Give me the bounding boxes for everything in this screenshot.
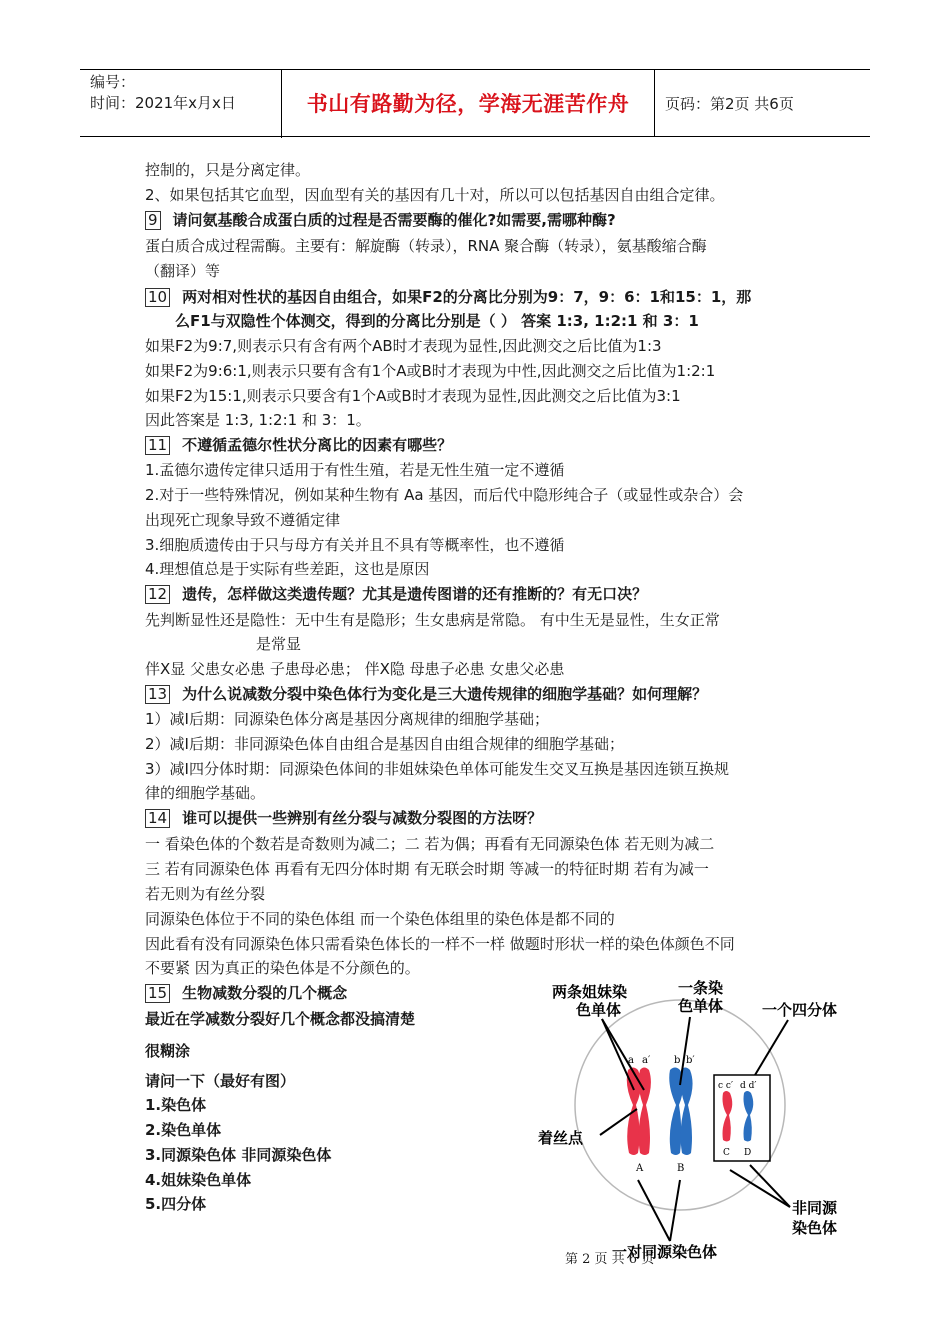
question-text: 生物减数分裂的几个概念 (182, 984, 348, 1002)
label-tetrad: 一个四分体 (762, 1001, 838, 1019)
question-number: 14 (145, 809, 170, 828)
gene-b-prime: b′ (686, 1055, 695, 1066)
page-header (80, 69, 870, 137)
gene-a: a (628, 1055, 634, 1066)
body-line: 因此答案是 1:3, 1:2:1 和 3：1。 (145, 411, 371, 429)
body-line: 同源染色体位于不同的染色体组 而一个染色体组里的染色体是都不同的 (145, 910, 615, 928)
label-sisters: 两条姐妹染 (552, 983, 628, 1001)
label-single-2: 色单体 (678, 997, 724, 1015)
q15-item: 5.四分体 (145, 1195, 207, 1213)
code-label: 编号： (90, 73, 136, 91)
question-11 (145, 435, 452, 455)
body-line: 1）减Ⅰ后期：同源染色体分离是基因分离规律的细胞学基础； (145, 710, 549, 728)
body-line: 蛋白质合成过程需酶。主要有：解旋酶（转录），RNA 聚合酶（转录），氨基酸缩合酶 (145, 237, 707, 255)
question-number: 9 (145, 211, 161, 230)
question-text: 不遵循孟德尔性状分离比的因素有哪些？ (182, 436, 453, 454)
body-line: 一 看染色体的个数若是奇数则为减二；二 若为偶；再看有无同源染色体 若无则为减二 (145, 835, 715, 853)
question-text: 谁可以提供一些辨别有丝分裂与减数分裂图的方法呀？ (182, 809, 543, 827)
body-line: 1.孟德尔遗传定律只适用于有性生殖，若是无性生殖一定不遵循 (145, 461, 565, 479)
body-line: 2.对于一些特殊情况，例如某种生物有 Aa 基因，而后代中隐形纯合子（或显性或杂合）会 (145, 486, 744, 504)
body-line: （翻译）等 (145, 262, 221, 280)
body-line: 如果F2为9:7,则表示只有含有两个AB时才表现为显性,因此测交之后比值为1:3 (145, 337, 662, 355)
question-15 (145, 983, 347, 1003)
body-line: 2、如果包括其它血型，因血型有关的基因有几十对，所以可以包括基因自由组合定律。 (145, 186, 725, 204)
question-text: 两对相对性状的基因自由组合，如果F2的分离比分别为9：7，9：6：1和15：1，那 (182, 288, 752, 306)
question-10-cont: 么F1与双隐性个体测交，得到的分离比分别是（ ） 答案 1:3, 1:2:1 和 3：1 (175, 312, 699, 330)
q15-line: 最近在学减数分裂好几个概念都没搞清楚 (145, 1010, 416, 1028)
body-line: 先判断显性还是隐性：无中生有是隐形；生女患病是常隐。 有中生无是显性，生女正常 (145, 611, 720, 629)
time-label: 时间：2021年x月x日 (90, 94, 236, 112)
question-number: 11 (145, 436, 170, 455)
q15-item: 2.染色单体 (145, 1121, 222, 1139)
body-line: 3）减Ⅰ四分体时期：同源染色体间的非姐妹染色单体可能发生交叉互换是基因连锁互换规 (145, 760, 729, 778)
body-line: 如果F2为9:6:1,则表示只要有含有1个A或B时才表现为中性,因此测交之后比值为1:2:1 (145, 362, 716, 380)
body-line: 律的细胞学基础。 (145, 784, 266, 802)
label-nonhomo: 非同源 (792, 1199, 838, 1217)
question-number: 12 (145, 585, 170, 604)
body-line: 是常显 (256, 635, 302, 653)
header-page-label: 页码：第2页 共6页 (665, 94, 794, 113)
cell-outline (575, 1000, 785, 1210)
q15-item: 4.姐妹染色单体 (145, 1171, 252, 1189)
gene-d: d d′ (740, 1081, 757, 1091)
question-14 (145, 808, 542, 828)
label-centromere: 着丝点 (538, 1129, 584, 1147)
question-13 (145, 684, 707, 704)
gene-a-prime: a′ (642, 1055, 651, 1066)
q15-line: 很糊涂 (145, 1042, 191, 1060)
question-number: 15 (145, 984, 170, 1003)
question-9 (145, 210, 616, 230)
body-line: 4.理想值总是于实际有些差距，这也是原因 (145, 560, 430, 578)
question-text: 遗传，怎样做这类遗传题？尤其是遗传图谱的还有推断的？有无口决？ (182, 585, 648, 603)
question-text: 请问氨基酸合成蛋白质的过程是否需要酶的催化?如需要,需哪种酶? (172, 211, 616, 229)
question-text: 为什么说减数分裂中染色体行为变化是三大遗传规律的细胞学基础？如何理解？ (182, 685, 708, 703)
body-line: 2）减Ⅰ后期：非同源染色体自由组合是基因自由组合规律的细胞学基础； (145, 735, 624, 753)
body-line: 3.细胞质遗传由于只与母方有关并且不具有等概率性，也不遵循 (145, 536, 565, 554)
body-line: 出现死亡现象导致不遵循定律 (145, 511, 341, 529)
header-motto: 书山有路勤为径，学海无涯苦作舟 (282, 70, 655, 136)
label-homo: 一对同源染色体 (612, 1243, 718, 1261)
page-footer: 第 2 页 共 6 页 (565, 1252, 655, 1267)
body-line: 控制的，只是分离定律。 (145, 161, 311, 179)
question-10 (145, 287, 751, 307)
gene-b: b (674, 1055, 681, 1066)
body-line: 伴X显 父患女必患 子患母必患； 伴X隐 母患子必患 女患父必患 (145, 660, 565, 678)
body-line: 若无则为有丝分裂 (145, 885, 266, 903)
label-nonhomo-2: 染色体 (792, 1219, 838, 1237)
letter-d: D (744, 1148, 752, 1158)
letter-b: B (677, 1163, 685, 1174)
question-number: 10 (145, 288, 170, 307)
letter-c: C (723, 1148, 730, 1158)
question-number: 13 (145, 685, 170, 704)
q15-item: 1.染色体 (145, 1096, 207, 1114)
body-line: 三 若有同源染色体 再看有无四分体时期 有无联会时期 等减一的特征时期 若有为减一 (145, 860, 709, 878)
chromosome-diagram (530, 975, 870, 1265)
body-line: 不要紧 因为真正的染色体是不分颜色的。 (145, 959, 420, 977)
label-single: 一条染 (678, 979, 724, 997)
letter-a: A (636, 1163, 644, 1174)
gene-c: c c′ (718, 1081, 733, 1091)
body-line: 如果F2为15:1,则表示只要含有1个A或B时才表现为显性,因此测交之后比值为3:1 (145, 387, 681, 405)
label-sisters-2: 色单体 (576, 1001, 622, 1019)
header-left-cell (80, 70, 282, 138)
question-12 (145, 584, 647, 604)
q15-line: 请问一下（最好有图） (145, 1072, 296, 1090)
q15-item: 3.同源染色体 非同源染色体 (145, 1146, 332, 1164)
body-line: 因此看有没有同源染色体只需看染色体长的一样不一样 做题时形状一样的染色体颜色不同 (145, 935, 735, 953)
